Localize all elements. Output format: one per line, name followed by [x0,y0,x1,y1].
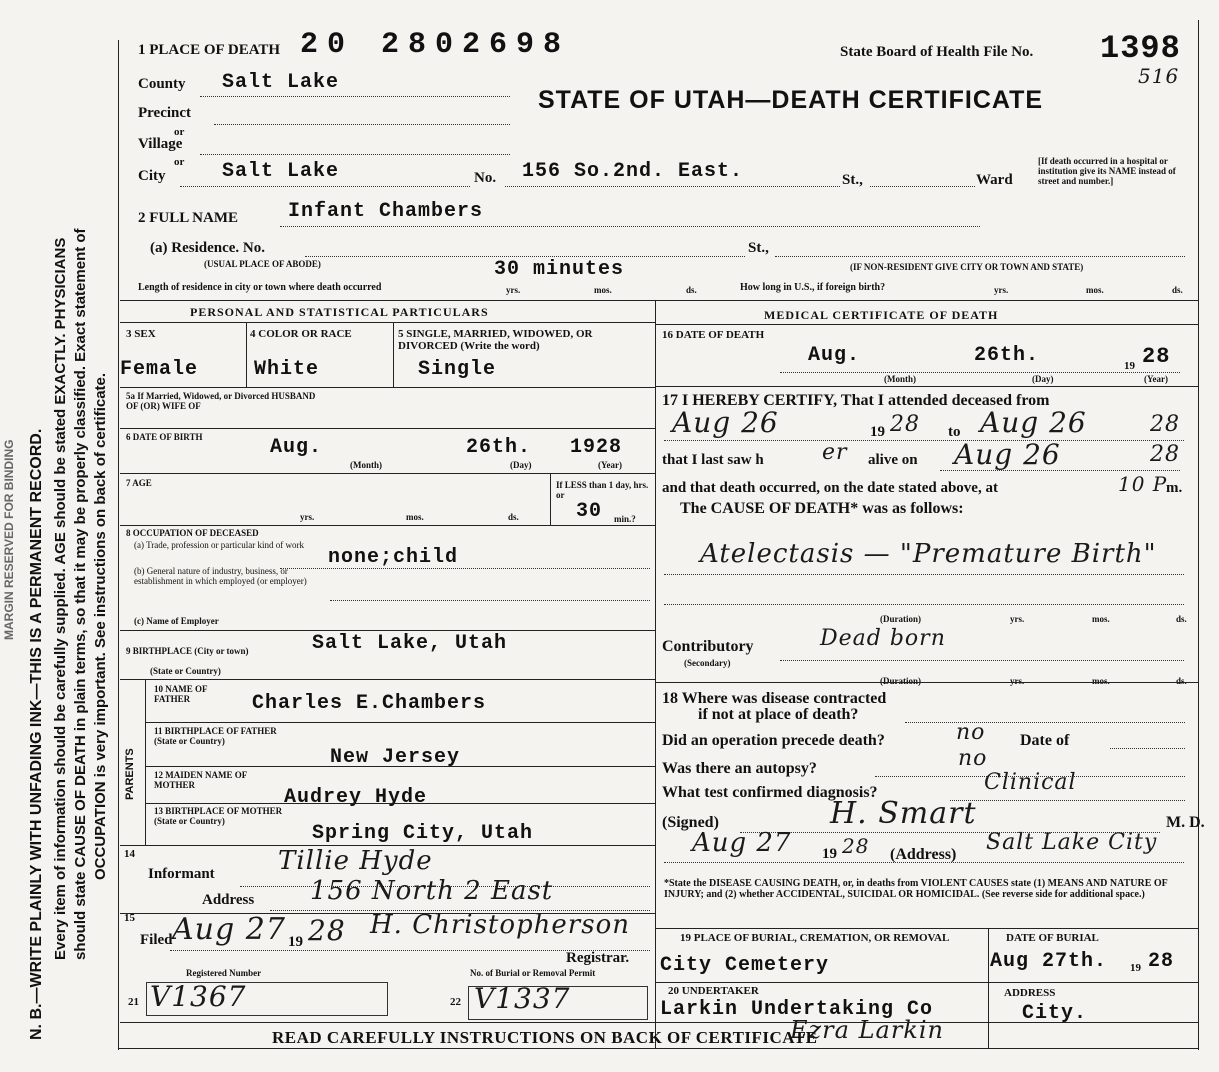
physician-address: Salt Lake City [986,830,1158,855]
section-top-line [120,300,1198,301]
q18-text: 18 Where was disease contracted [662,690,887,707]
mother-name-label: 12 MAIDEN NAME OF MOTHER [154,770,247,790]
or-label-2: or [174,156,185,168]
test-line [950,800,1185,801]
occupation-b: (b) General nature of industry, business, or establishment in which employed (or employer) [134,566,307,586]
father-name-value: Charles E.Chambers [252,692,487,715]
age-yrs: yrs. [300,512,315,522]
row9-bottom [120,679,655,680]
address-label: (Address) [890,846,957,863]
dod-line [780,372,1180,373]
us-ds: ds. [1172,285,1183,295]
full-name-value: Infant Chambers [288,200,484,223]
duration-mos-1: mos. [1092,614,1110,624]
footer-instruction: READ CAREFULLY INSTRUCTIONS ON BACK OF CERTIFICATE [272,1028,818,1047]
undertaker-name: Larkin Undertaking Co [660,998,934,1021]
row6-bottom [120,473,655,474]
city-label: City [138,168,166,184]
row3-div2 [393,322,394,388]
ward-note: [If death occurred in a hospital or institution give its NAME instead of street and number.] [1038,156,1176,186]
dob-day-sub: (Day) [510,460,532,470]
attended-from: Aug 26 [672,406,779,439]
county-line [200,96,510,97]
dod-day-sub: (Day) [1032,374,1054,384]
precinct-line [214,124,510,125]
contributory-line [780,660,1184,661]
contributory-value: Dead born [820,626,946,651]
birthplace-label: 9 BIRTHPLACE (City or town) [126,646,249,656]
cause-footnote: *State the DISEASE CAUSING DEATH, or, in deaths from VIOLENT CAUSES state (1) MEANS AND NATURE OF INJURY; and (2) whether ACCIDENTAL, SUICIDAL OR HOMICIDAL. (See reverse side for additional space.) [664,878,1168,900]
filed-date: Aug 27 [172,912,286,947]
frame-left [118,40,119,1050]
row16-bottom [655,386,1198,387]
row17-bottom [655,682,1198,683]
registered-number: V1367 [150,980,247,1013]
cause-label: The CAUSE OF DEATH* was as follows: [680,500,964,517]
alive-on-text: alive on [868,452,918,468]
burial-permit-number: V1337 [474,982,571,1015]
marital-value: Single [418,358,497,381]
side-instruction-4: OCCUPATION is very important. See instructions on back of certificate. [92,372,109,880]
file-number-label: State Board of Health File No. [840,44,1034,60]
marital-label: 5 SINGLE, MARRIED, WIDOWED, OR DIVORCED (Write the word) [398,328,593,352]
us-yrs: yrs. [994,285,1009,295]
occupation-value: none;child [328,546,459,569]
dob-month: Aug. [270,436,323,459]
ward-label: Ward [976,172,1013,188]
side-instruction-1: N. B.—WRITE PLAINLY WITH UNFADING INK—THIS IS A PERMANENT RECORD. [28,428,45,1040]
residence-sub: (USUAL PLACE OF ABODE) [204,259,321,269]
county-value: Salt Lake [222,71,340,94]
address-line [664,862,1184,863]
burial-bottom [655,982,1198,983]
duration-yrs-2: yrs. [1010,676,1025,686]
street-line [505,186,840,187]
undertaker-label: 20 UNDERTAKER [668,985,759,997]
parents-div [145,679,146,845]
undertaker-signature: Ezra Larkin [790,1016,944,1044]
death-time-m: m. [1166,480,1183,496]
cause-line-2 [664,604,1184,605]
from-year-prefix: 19 [870,424,885,440]
sex-value: Female [120,358,199,381]
ward-line [870,186,975,187]
alive-year: 28 [1150,442,1180,467]
dod-year: 28 [1142,344,1171,369]
nonresident-note: (IF NON-RESIDENT GIVE CITY OR TOWN AND STATE) [850,262,1084,272]
parents-label: PARENTS [124,748,136,800]
filed-label: Filed [140,932,173,948]
undertaker-address-label: ADDRESS [1004,987,1056,999]
mother-name-value: Audrey Hyde [284,786,428,809]
city-line [180,186,470,187]
color-label: 4 COLOR OR RACE [250,328,352,340]
burial-permit-label: No. of Burial or Removal Permit [470,968,596,978]
personal-header: PERSONAL AND STATISTICAL PARTICULARS [190,305,489,319]
length-ds: ds. [686,285,697,295]
age-mos: mos. [406,512,424,522]
st-label: St., [842,172,863,188]
certify-text: 17 I HEREBY CERTIFY, That I attended deceased from [662,392,1050,409]
residence-st-line [775,256,1185,257]
village-line [200,154,510,155]
duration-ds-1: ds. [1176,614,1187,624]
test-answer: Clinical [984,770,1077,795]
test-question: What test confirmed diagnosis? [662,784,878,801]
autopsy-question: Was there an autopsy? [662,760,817,777]
length-mos: mos. [594,285,612,295]
street-no-label: No. [474,170,497,186]
dod-year-sub: (Year) [1144,374,1168,384]
dod-year-prefix: 19 [1124,360,1135,372]
mother-birthplace-label: 13 BIRTHPLACE OF MOTHER (State or Country) [154,806,283,826]
registrar-signature: H. Christopherson [370,910,630,940]
num-22: 22 [450,996,461,1008]
signed-year: 28 [842,834,870,858]
from-year: 28 [890,412,920,437]
signed-label: (Signed) [662,814,719,831]
birthplace-value: Salt Lake, Utah [312,632,508,655]
to-year: 28 [1150,412,1180,437]
dob-month-sub: (Month) [350,460,382,470]
personal-header-line [120,322,655,323]
father-birthplace-label: 11 BIRTHPLACE OF FATHER (State or Country) [154,726,277,746]
physician-signature: H. Smart [830,796,977,831]
informant-label: Informant [148,866,215,882]
residence-st-label: St., [748,240,769,256]
duration-yrs-1: yrs. [1010,614,1025,624]
city-value: Salt Lake [222,160,340,183]
full-name-label: 2 FULL NAME [138,210,239,226]
precinct-label: Precinct [138,105,192,121]
secondary-label: (Secondary) [684,658,731,668]
operation-question: Did an operation precede death? [662,732,885,749]
employer-label: (c) Name of Employer [134,616,219,626]
operation-answer: no [956,720,986,745]
row5a-bottom [120,428,655,429]
frame-right [1198,20,1199,1050]
file-number: 1398 [1100,30,1181,67]
street-value: 156 So.2nd. East. [522,160,744,183]
attended-to: Aug 26 [980,406,1087,439]
row3-div1 [246,322,247,388]
to-word: to [948,424,961,440]
dob-day: 26th. [466,436,532,459]
age-ds: ds. [508,512,519,522]
age-minutes: 30 [576,500,603,523]
duration-label-1: (Duration) [880,614,921,624]
autopsy-answer: no [958,746,988,771]
row3-bottom [120,387,655,388]
undertaker-address: City. [1022,1002,1088,1025]
or-label-1: or [174,126,185,138]
signed-date: Aug 27 [692,828,792,858]
date-of-label: Date of [1020,732,1070,749]
cause-line-1 [664,574,1184,575]
age-label: 7 AGE [126,478,152,488]
length-yrs: yrs. [506,285,521,295]
attended-line [664,440,1184,441]
burial-place: City Cemetery [660,954,830,977]
age-div [550,473,551,525]
age-less-label: If LESS than 1 day, hrs. or [556,480,649,500]
village-label: Village [138,136,183,152]
medical-header: MEDICAL CERTIFICATE OF DEATH [764,308,999,322]
burial-label: 19 PLACE OF BURIAL, CREMATION, OR REMOVAL [680,932,950,944]
death-occurred-text: and that death occurred, on the date stated above, at [662,480,998,496]
q18-line [905,722,1185,723]
mother-birthplace-value: Spring City, Utah [312,822,534,845]
residence-label: (a) Residence. No. [150,240,265,256]
md-label: M. D. [1166,814,1205,831]
binding-margin-label: MARGIN RESERVED FOR BINDING [2,439,16,640]
filed-year-prefix: 19 [288,934,303,950]
place-of-death-label: 1 PLACE OF DEATH [138,42,281,58]
informant-signature: Tillie Hyde [278,846,433,876]
last-saw-text: that I last saw h [662,452,764,468]
burial-date-label: DATE OF BURIAL [1006,932,1099,944]
burial-year: 28 [1148,950,1175,973]
side-instruction-2: Every item of information should be carefully supplied. AGE should be stated EXACTLY. PHYSICIANS [52,237,69,960]
filed-year: 28 [308,914,346,947]
row8-bottom [120,630,655,631]
row7-bottom [120,525,655,526]
num-21: 21 [128,996,139,1008]
informant-address: 156 North 2 East [310,876,554,906]
side-instruction-3: should state CAUSE OF DEATH in plain terms, so that it may be properly classified. Exact statement of [72,228,89,960]
dob-year-sub: (Year) [598,460,622,470]
death-time: 10 P [1118,472,1168,496]
burial-div [988,928,989,1048]
occupation-line-b [330,600,650,601]
dod-month: Aug. [808,344,861,367]
birthplace-state-label: (State or Country) [150,666,221,676]
full-name-line [280,226,980,227]
last-saw-her: er [822,440,848,465]
q18b-text: if not at place of death? [698,706,859,723]
alive-date: Aug 26 [954,438,1061,471]
file-number-sub: 516 [1138,64,1180,88]
burial-year-prefix: 19 [1130,962,1141,974]
contributory-label: Contributory [662,638,754,655]
date-of-death-label: 16 DATE OF DEATH [662,329,765,341]
occupation-a: (a) Trade, profession or particular kind of work [134,540,304,550]
alive-line [940,470,1180,471]
us-mos: mos. [1086,285,1104,295]
informant-address-label: Address [202,892,255,908]
color-value: White [254,358,320,381]
signed-year-prefix: 19 [822,846,837,862]
center-divider [655,300,656,1048]
registered-number-label: Registered Number [186,968,262,978]
dob-label: 6 DATE OF BIRTH [126,432,203,442]
spouse-label: 5a If Married, Widowed, or Divorced HUSBAND OF (OR) WIFE OF [126,391,316,411]
occupation-label: 8 OCCUPATION OF DECEASED [126,528,259,538]
registrar-label: Registrar. [566,950,630,966]
dod-month-sub: (Month) [884,374,916,384]
father-name-label: 10 NAME OF FATHER [154,684,208,704]
cause-of-death: Atelectasis — "Premature Birth" [700,539,1157,569]
county-label: County [138,76,186,92]
dod-day: 26th. [974,344,1040,367]
length-residence-label: Length of residence in city or town where death occurred [138,282,382,293]
certificate-number: 20 2802698 [300,28,571,62]
sex-label: 3 SEX [126,328,156,340]
burial-date: Aug 27th. [990,950,1108,973]
residence-line [305,256,745,257]
age-min-label: min.? [614,514,636,524]
occupation-line-a [280,568,650,569]
father-birthplace-value: New Jersey [330,746,461,769]
informant-number: 14 [124,848,135,860]
how-long-us-label: How long in U.S., if foreign birth? [740,282,886,293]
filed-number: 15 [124,912,135,924]
duration-ds-2: ds. [1176,676,1187,686]
frame-bottom [118,1048,1198,1049]
length-residence-value: 30 minutes [494,258,625,281]
duration-mos-2: mos. [1092,676,1110,686]
certificate-title: STATE OF UTAH—DEATH CERTIFICATE [538,86,1044,114]
footer-top-line [120,1022,1198,1023]
dob-year: 1928 [570,436,623,459]
row12-bottom [145,803,655,804]
operation-line [1110,748,1185,749]
row11-bottom [145,766,655,767]
medical-footnote-bottom [655,928,1198,929]
row10-bottom [145,722,655,723]
medical-header-line [655,324,1198,325]
duration-label-2: (Duration) [880,676,921,686]
